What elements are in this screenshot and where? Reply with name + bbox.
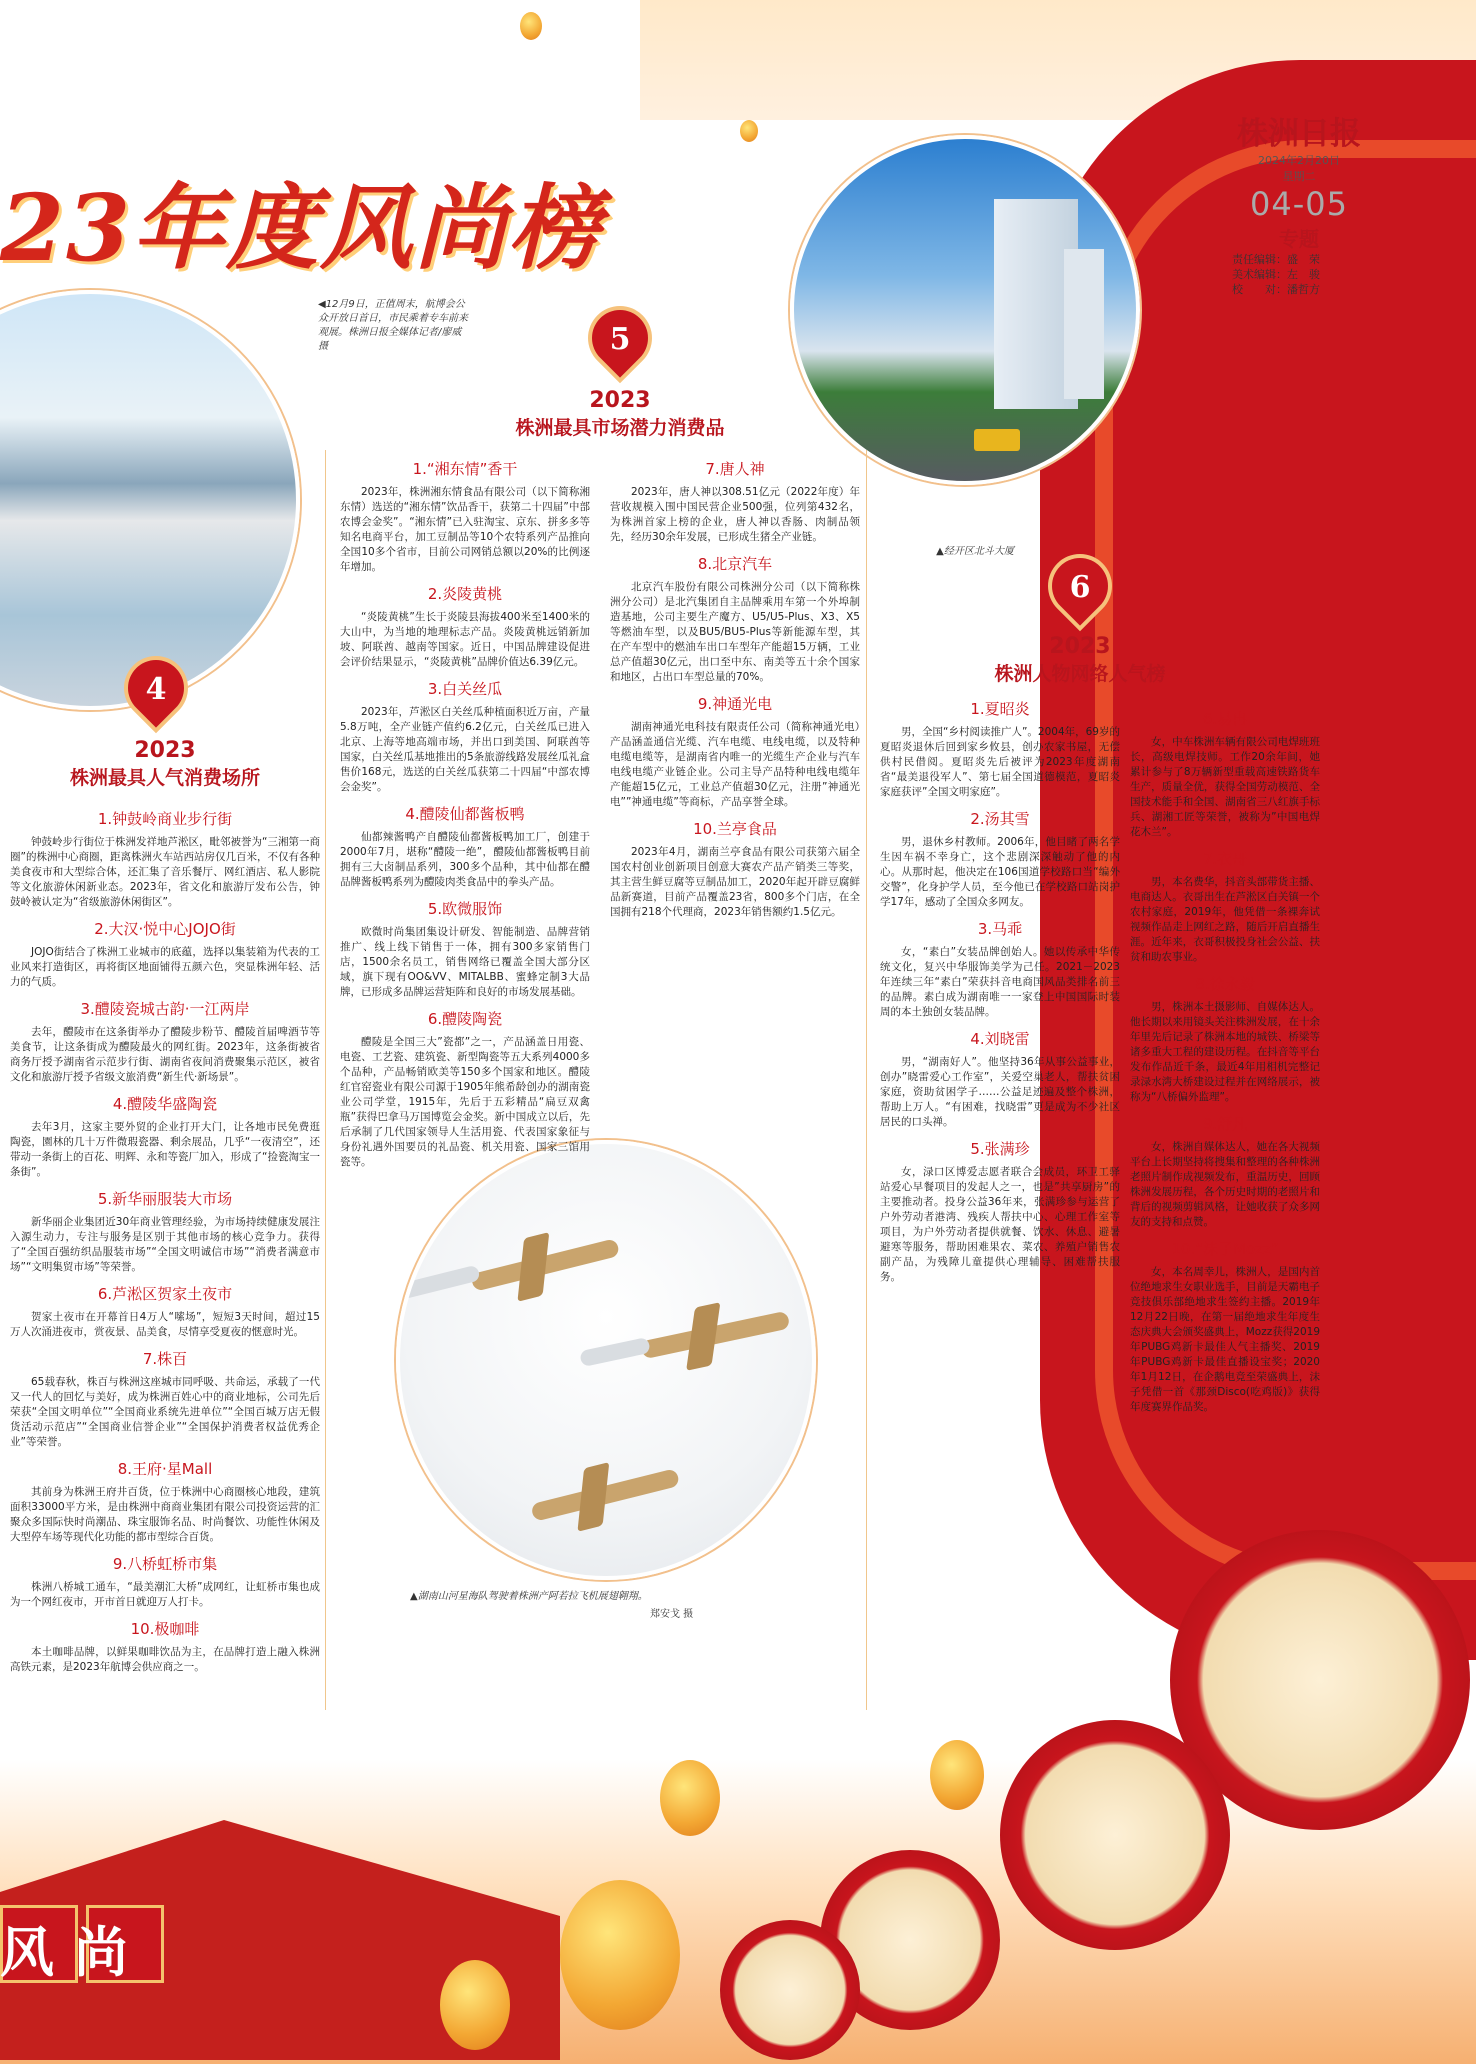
airshow-photo [0, 290, 300, 710]
list-item: 10.兰亭食品 2023年4月，湖南兰亭食品有限公司获第六届全国农村创业创新项目创意大赛农产品产销类三等奖，其主营生鲜豆腐等豆制品加工，2020年起开辟豆腐鲜品新赛道，目前产品覆盖23省，800多个门店，在全国拥有218个代理商，2023年销售额约1.5亿元。 [610, 820, 860, 918]
list-item: 9.舒凡 女，株洲自媒体达人，她在各大视频平台上长期坚持将搜集和整理的各种株洲老照片制作成视频发布，重温历史，回顾株洲发展历程，各个历史时期的老照片和背后的视频剪辑风格，让她收获了众多网友的支持和点赞。 [1130, 1115, 1320, 1228]
list-item: 6.醴陵陶瓷 醴陵是全国三大”瓷都”之一，产品涵盖日用瓷、电瓷、工艺瓷、建筑瓷、新型陶瓷等五大系列4000多个品种，产品畅销欧美等150多个国家和地区。醴陵红官窑瓷业有限公司源于1905年熊希龄创办的湖南瓷业公司学堂，1915年，先后于五彩精品“扁豆双禽瓶”获得巴拿马万国博览会金奖。新中国成立以后，先后承制了几代国家领导人生活用瓷、代表国家象征与身份礼遇外国要员的礼品瓷、机关用瓷、国家三馆用瓷等。 [340, 1010, 590, 1168]
editor-line: 校 对：潘哲方 [1232, 283, 1320, 296]
list-item: 5.欧微服饰 欧微时尚集团集设计研发、智能制造、品牌营销推广、线上线下销售于一体，拥有300多家销售门店，1500余名员工，销售网络已覆盖全国大部分区域，旗下现有OO&VV、MITALBB、蜜蜂定制3大品牌，已形成多品牌运营矩阵和良好的市场发展基础。 [340, 900, 590, 998]
list-item: 5.张满珍 女，渌口区博爱志愿者联合会成员，环卫工驿站爱心早餐项目的发起人之一，也是”共享厨房”的主要推动者。投身公益36年来，张满珍参与运营了户外劳动者港湾、残疾人帮扶中心、心理工作室等项目，为户外劳动者提供就餐、饮水、休息、避暑避寒等服务，帮助困难果农、菜农、养殖户销售农副产品，为残障儿童提供心理辅导、困难帮扶服务。 [880, 1140, 1120, 1283]
photo-caption: ◀12月9日，正值周末，航博会公众开放日首日，市民乘着专车前来观展。株洲日报全媒体记者/廖威 摄 [318, 299, 468, 352]
masthead [1232, 108, 1366, 297]
list-item: 7.唐人神 2023年，唐人神以308.51亿元（2022年度）年营收规模入围中国民营企业500强，位列第432名，为株洲首家上榜的企业，唐人神以香肠、肉制品领先，经历30余年发展，已形成生猪全产业链。 [610, 460, 860, 543]
lantern-icon [440, 1960, 510, 2050]
newspaper-name: 株洲日报 [1237, 116, 1361, 152]
section-badge: 4 [128, 660, 184, 730]
section-5-column-left [340, 450, 590, 1170]
lantern-icon [740, 120, 758, 142]
plane-shape [515, 1444, 694, 1543]
section-heading: 2023 株洲人物网络人气榜 [994, 634, 1166, 685]
beidou-building-photo [790, 135, 1140, 485]
section-badge: 5 [592, 310, 648, 380]
photo-credit: 郑安戈 摄 [650, 1609, 694, 1620]
editor-credits [1232, 252, 1366, 297]
list-item: 9.八桥虹桥市集 株洲八桥城工通车，“最美潮汇大桥”成网红，让虹桥市集也成为一个网红夜市，开市首日就迎万人打卡。 [10, 1555, 320, 1608]
bus-shape [974, 429, 1020, 451]
list-item: 3.马乖 女，“素白”女装品牌创始人。她以传承中华传统文化，复兴中华服饰美学为己任。2021－2023年连续三年“素白”荣获抖音电商国风品类排名前三的品牌。素白成为湖南唯一一家登上中国国际时装周的本土独创女装品牌。 [880, 920, 1120, 1018]
list-item: 7.衣哥 男，本名费华，抖音头部带货主播、电商达人。衣哥出生在芦淞区白关镇一个农村家庭，2019年，他凭借一条裸奔试视频作品走上网红之路，随后开启直播生涯。近年来，衣哥积极投身社会公益、扶贫和助农事业。 [1130, 850, 1320, 963]
list-item: 2.汤其雪 男，退休乡村教师。2006年，他目睹了两名学生因车祸不幸身亡，这个悲剧深深触动了他的内心。从那时起，他决定在106国道学校路口当“编外交警”，化身护学人员，至今他已在学校路口站岗护学17年，感动了全国众多网友。 [880, 810, 1120, 908]
page-topic: 专题 [1279, 227, 1319, 251]
list-item: 3.白关丝瓜 2023年，芦淞区白关丝瓜种植面积近万亩，产量5.8万吨，全产业链产值约6.2亿元，白关丝瓜已进入北京、上海等地高端市场，并出口到美国、阿联酋等国家，白关丝瓜基地推出的5条旅游线路发展丝瓜礼盒售价168元，选送的白关丝瓜获第二十四届“中部农博会金奖”。 [340, 680, 590, 793]
list-item: 1.钟鼓岭商业步行街 钟鼓岭步行街位于株洲发祥地芦淞区，毗邻被誉为“三湘第一商圈”的株洲中心商圈，距离株洲火车站西站房仅几百米，不仅有各种美食夜市和大型综合体，还汇集了音乐餐厅、网红酒店、私人影院等文化旅游休闲新业态。2023年，省文化和旅游厅发布公告，钟鼓岭被认定为“省级旅游休闲街区”。 [10, 810, 320, 908]
issue-weekday: 星期二 [1282, 170, 1316, 183]
list-item: 4.醴陵仙都酱板鸭 仙都辣酱鸭产自醴陵仙都酱板鸭加工厂，创建于2000年7月，堪称“醴陵一绝”，醴陵仙都酱板鸭目前拥有三大卤制品系列，300多个品种，其中仙都在醴品牌酱板鸭系列为醴陵肉类食品中的拳头产品。 [340, 805, 590, 888]
section-badge: 6 [1052, 558, 1108, 628]
column-rule [866, 450, 867, 1710]
section-6-column-left [880, 690, 1120, 1285]
list-item: 8.徐永毅 男，株洲本土摄影师、自媒体达人。他长期以来用镜头关注株洲发展，在十余年里先后记录了株洲本地的城铁、桥梁等诸多重大工程的建设历程。在抖音等平台发布作品近千条，最近4年用相机完整记录渌水湾大桥建设过程并在网络展示，被称为“八桥偏外监理”。 [1130, 975, 1320, 1103]
list-item: 4.刘晓雷 男，“湖南好人”。他坚持36年从事公益事业，创办”晓雷爱心工作室”，关爱空巢老人，帮扶贫困家庭，资助贫困学子……公益足迹遍及整个株洲，帮助上万人。“有困难，找晓雷”更是成为不少社区居民的口头禅。 [880, 1030, 1120, 1128]
lantern-icon [930, 1740, 984, 1810]
drum-icon [1000, 1720, 1230, 1950]
lantern-icon [660, 1760, 720, 1836]
list-item: 9.神通光电 湖南神通光电科技有限责任公司（简称神通光电）产品涵盖通信光缆、汽车电缆、电线电缆，以及特种电缆电缆等，是湖南省内唯一的光缆生产企业与汽车电线电缆产业链企业。公司主导产品特种电线电缆年产能超15亿元，工业总产值超30亿元，注册”神通光电””神通电缆”等商标，产品享誉全球。 [610, 695, 860, 808]
lantern-icon [520, 12, 542, 40]
issue-date: 2024年2月20日 [1258, 154, 1340, 167]
section-5-column-right [610, 450, 860, 920]
list-item: 3.醴陵瓷城古韵·一江两岸 去年，醴陵市在这条街举办了醴陵步粉节、醴陵首届啤酒节等美食节，让这条街成为醴陵最火的网红街。2023年，这条街被省商务厅授予湖南省示范步行街、湖南省夜间消费聚集示范区，被省文化和旅游厅授予省级文旅消费“新生代·新场景”。 [10, 1000, 320, 1083]
section-heading: 2023 株洲最具市场潜力消费品 [515, 388, 725, 439]
photo-caption: ▲经开区北斗大厦 [936, 546, 1014, 557]
lantern-icon [560, 1880, 680, 2030]
list-item: 5.新华丽服装大市场 新华丽企业集团近30年商业管理经验，为市场持续健康发展注入源生动力，专注与服务是区别于其他市场的核心竞争力。获得了“全国百强纺织品服装市场”“全国文明诚信市场”“消费者满意市场”“文明集贸市场”等荣誉。 [10, 1190, 320, 1273]
list-item: 6.易冉 女，中车株洲车辆有限公司电焊班班长，高级电焊技师。工作20余年间，她累计参与了8万辆新型重载高速铁路货车生产，质量全优，获得全国劳动模范、全国技术能手和全国、湖南省三八红旗手标兵、湖湘工匠等荣誉，被称为”中国电焊花木兰”。 [1130, 710, 1320, 838]
tower-shape [1064, 249, 1104, 399]
drum-icon [720, 1920, 860, 2060]
column-rule [325, 450, 326, 1710]
section-6-column-right [1130, 700, 1320, 1415]
plane-shape [626, 1287, 805, 1381]
list-item: 2.大汉·悦中心JOJO街 JOJO街结合了株洲工业城市的底蕴，选择以集装箱为代表的工业风来打造街区，再将街区地面铺得五颜六色，突显株洲年轻、活力的气质。 [10, 920, 320, 988]
list-item: 8.王府·星Mall 其前身为株洲王府井百货，位于株洲中心商圈核心地段，建筑面积33000平方米，是由株洲中商商业集团有限公司投资运营的汇聚众多国际快时尚潮品、珠宝服饰名品、时尚餐饮、功能性休闲及大型停车场等现代化功能的都市型综合百货。 [10, 1460, 320, 1543]
list-item: 8.北京汽车 北京汽车股份有限公司株洲分公司（以下简称株洲分公司）是北汽集团自主品牌乘用车第一个外埠制造基地，公司主要生产魔方、U5/U5-Plus、X3、X5等燃油车型，以及BU5/BU5-Plus等新能源车型，其在产车型中的燃油车出口车型年产能超15万辆，工业总产值超30亿元，出口至中东、南美等五十余个国家和地区，占出口车型总量的70%。 [610, 555, 860, 683]
list-item: 1.“湘东情”香干 2023年，株洲湘东情食品有限公司（以下简称湘东情）选送的“湘东情”饮品香干，获第二十四届”中部农博会金奖”。“湘东情”已入驻淘宝、京东、拼多多等知名电商平台，加工豆制品等10个农特系列产品推向全国10多个省市，目前公司网销总额以20%的比例逐年增加。 [340, 460, 590, 573]
section-heading: 2023 株洲最具人气消费场所 [69, 738, 260, 789]
list-item: 4.醴陵华盛陶瓷 去年3月，这家主要外贸的企业打开大门，让各地市民免费逛陶瓷，園林的几十万件微瑕瓷器、剩余展品，几乎“一夜清空”，还带动一条街上的百花、明辉、永和等瓷厂加入，形成了“捡瓷淘宝一条街”。 [10, 1095, 320, 1178]
footer-text: 风尚 [0, 1920, 148, 1984]
editor-line: 美术编辑：左 骏 [1232, 268, 1320, 281]
aerobatic-planes-photo [396, 1140, 816, 1580]
editor-line: 责任编辑：盛 荣 [1232, 253, 1320, 266]
list-item: 10.“沫子Mozz” 女，本名周幸儿，株洲人，是国内首位绝地求生女职业选手，目前是天霸电子竞技俱乐部绝地求生签约主播。2019年12月22日晚，在第一届绝地求生年度生态庆典大会颁奖盛典上，Mozz获得2019年PUBG鸡新卡最佳人气主播奖、2019年PUBG鸡新卡最佳直播设宝奖；2020年1月12日，在企鹅电竞至荣盛典上，沫子凭借一首《那颈Disco(吃鸡版)》获得年度赛界作品奖。 [1130, 1240, 1320, 1413]
plane-shape [455, 1214, 634, 1313]
list-item: 6.芦淞区贺家土夜市 贺家土夜市在开幕首日4万人“嗦场”，短短3天时间，超过15万人次涌进夜市，赏夜景、品美食，尽情享受夏夜的惬意时光。 [10, 1285, 320, 1338]
list-item: 10.极咖啡 本土咖啡品牌，以鲜果咖啡饮品为主，在品牌打造上融入株洲高铁元素，是2023年航博会供应商之一。 [10, 1620, 320, 1673]
photo-caption: ▲湖南山河星海队驾驶着株洲产阿若拉飞机展翅翱翔。 [410, 1591, 648, 1602]
list-item: 2.炎陵黄桃 “炎陵黄桃”生长于炎陵县海拔400米至1400米的大山中，为当地的地理标志产品。炎陵黄桃远销新加坡、阿联酋、越南等国家。近日，中国品牌建设促进会评价结果显示，“炎陵黄桃”品牌价值达6.39亿元。 [340, 585, 590, 668]
banner-title: 23年度风尚榜 [0, 174, 603, 282]
list-item: 7.株百 65载春秋，株百与株洲这座城市同呼吸、共命运，承载了一代又一代人的回忆与美好，成为株洲百姓心中的商业地标，公司先后荣获“全国文明单位”“全国商业系统先进单位”“全国百城万店无假货活动示范店”“全国商业信誉企业”“全国保护消费者权益优秀企业”等荣誉。 [10, 1350, 320, 1448]
page-numbers: 04-05 [1250, 185, 1348, 223]
list-item: 1.夏昭炎 男，全国“乡村阅读推广人”。2004年，69岁的夏昭炎退休后回到家乡攸县，创办农家书屋，无偿供村民借阅。夏昭炎先后被评为2023年度湖南省“最美退役军人”、第七届全国道德模范，夏昭炎家庭获评”全国文明家庭”。 [880, 700, 1120, 798]
section-4-column [10, 800, 320, 1675]
